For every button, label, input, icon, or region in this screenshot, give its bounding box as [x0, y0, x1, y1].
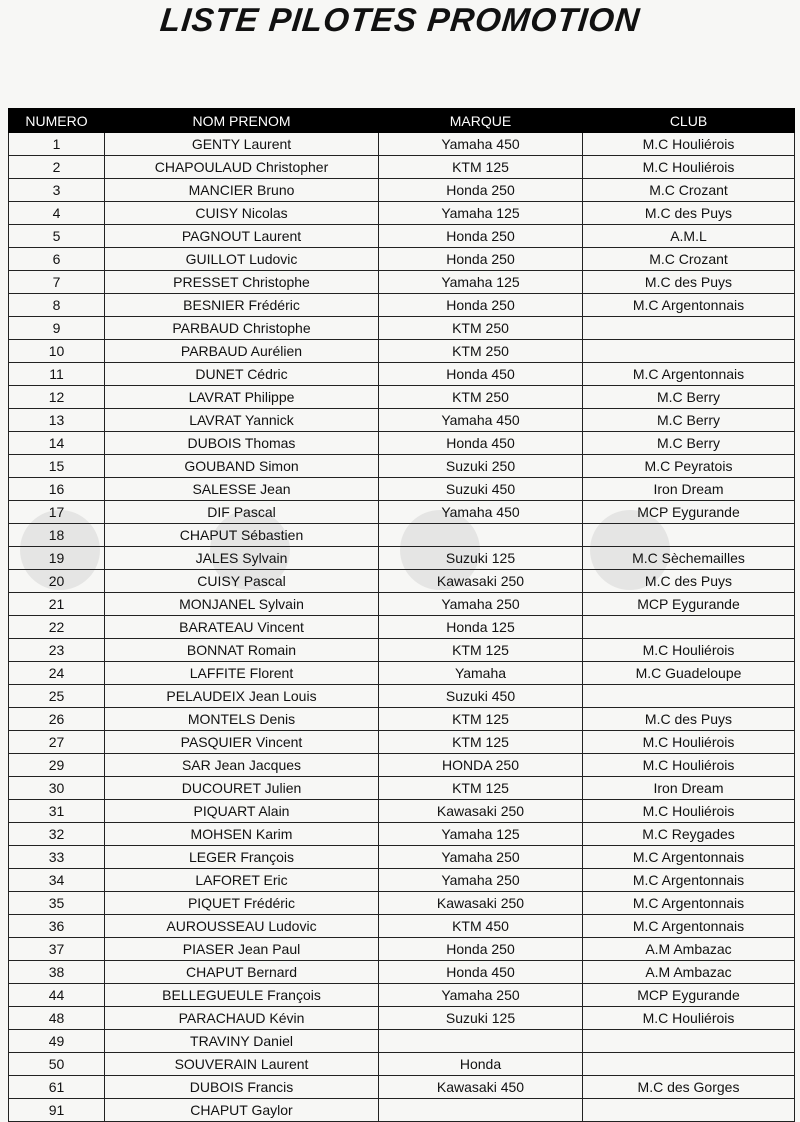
table-row [9, 616, 795, 639]
club-cell: M.C Houliérois [583, 133, 795, 156]
name-cell: MOHSEN Karim [105, 823, 379, 846]
brand-cell: Honda 125 [379, 616, 583, 639]
club-cell: MCP Eygurande [583, 984, 795, 1007]
name-cell: CHAPUT Gaylor [105, 1099, 379, 1122]
numero-cell: 2 [9, 156, 105, 179]
name-cell: BESNIER Frédéric [105, 294, 379, 317]
brand-cell: Yamaha 250 [379, 984, 583, 1007]
name-cell: PARBAUD Christophe [105, 317, 379, 340]
brand-cell: Yamaha 125 [379, 202, 583, 225]
name-cell: GUILLOT Ludovic [105, 248, 379, 271]
table-row [9, 1099, 795, 1122]
club-cell [583, 317, 795, 340]
name-cell: DIF Pascal [105, 501, 379, 524]
numero-cell: 7 [9, 271, 105, 294]
name-cell: PARACHAUD Kévin [105, 1007, 379, 1030]
table-row [9, 455, 795, 478]
brand-cell: Yamaha 250 [379, 869, 583, 892]
brand-cell: KTM 125 [379, 731, 583, 754]
table-row [9, 1076, 795, 1099]
name-cell: PASQUIER Vincent [105, 731, 379, 754]
club-cell: A.M Ambazac [583, 938, 795, 961]
club-cell: Iron Dream [583, 777, 795, 800]
numero-cell: 23 [9, 639, 105, 662]
club-cell: M.C des Gorges [583, 1076, 795, 1099]
club-cell: M.C Crozant [583, 248, 795, 271]
brand-cell: Yamaha 450 [379, 133, 583, 156]
brand-cell: KTM 125 [379, 777, 583, 800]
club-cell [583, 685, 795, 708]
table-row [9, 639, 795, 662]
table-row [9, 501, 795, 524]
club-cell: M.C Argentonnais [583, 869, 795, 892]
table-row [9, 202, 795, 225]
club-cell: M.C des Puys [583, 708, 795, 731]
brand-cell: KTM 250 [379, 317, 583, 340]
club-cell: M.C des Puys [583, 570, 795, 593]
table-row [9, 938, 795, 961]
numero-cell: 35 [9, 892, 105, 915]
club-cell: M.C Berry [583, 432, 795, 455]
numero-cell: 16 [9, 478, 105, 501]
brand-cell: Kawasaki 250 [379, 892, 583, 915]
name-cell: LEGER François [105, 846, 379, 869]
table-row [9, 915, 795, 938]
numero-cell: 37 [9, 938, 105, 961]
header-numero: NUMERO [9, 109, 105, 133]
brand-cell: Yamaha 450 [379, 409, 583, 432]
name-cell: CHAPUT Bernard [105, 961, 379, 984]
table-row [9, 386, 795, 409]
club-cell: M.C Argentonnais [583, 363, 795, 386]
numero-cell: 34 [9, 869, 105, 892]
club-cell: M.C Argentonnais [583, 915, 795, 938]
name-cell: PAGNOUT Laurent [105, 225, 379, 248]
brand-cell: KTM 125 [379, 708, 583, 731]
table-header-row [9, 109, 795, 133]
numero-cell: 38 [9, 961, 105, 984]
table-row [9, 800, 795, 823]
table-row [9, 570, 795, 593]
name-cell: DUBOIS Thomas [105, 432, 379, 455]
table-row [9, 294, 795, 317]
brand-cell: Yamaha 450 [379, 501, 583, 524]
name-cell: DUBOIS Francis [105, 1076, 379, 1099]
table-row [9, 225, 795, 248]
brand-cell: Suzuki 125 [379, 547, 583, 570]
club-cell: M.C Berry [583, 409, 795, 432]
table-row [9, 317, 795, 340]
club-cell [583, 524, 795, 547]
name-cell: JALES Sylvain [105, 547, 379, 570]
numero-cell: 30 [9, 777, 105, 800]
table-row [9, 133, 795, 156]
name-cell: TRAVINY Daniel [105, 1030, 379, 1053]
name-cell: MONTELS Denis [105, 708, 379, 731]
club-cell: MCP Eygurande [583, 501, 795, 524]
brand-cell: KTM 250 [379, 386, 583, 409]
club-cell: A.M.L [583, 225, 795, 248]
name-cell: SALESSE Jean [105, 478, 379, 501]
brand-cell: Suzuki 250 [379, 455, 583, 478]
name-cell: DUCOURET Julien [105, 777, 379, 800]
club-cell: M.C Houliérois [583, 639, 795, 662]
numero-cell: 27 [9, 731, 105, 754]
name-cell: CHAPOULAUD Christopher [105, 156, 379, 179]
club-cell: A.M Ambazac [583, 961, 795, 984]
table-row [9, 340, 795, 363]
brand-cell: Honda 450 [379, 961, 583, 984]
header-marque: MARQUE [379, 109, 583, 133]
club-cell: M.C Crozant [583, 179, 795, 202]
club-cell: M.C Reygades [583, 823, 795, 846]
numero-cell: 3 [9, 179, 105, 202]
brand-cell: Yamaha 250 [379, 593, 583, 616]
club-cell: M.C Argentonnais [583, 892, 795, 915]
brand-cell: KTM 450 [379, 915, 583, 938]
brand-cell: Yamaha 125 [379, 271, 583, 294]
brand-cell: Honda [379, 1053, 583, 1076]
table-row [9, 179, 795, 202]
table-row [9, 478, 795, 501]
numero-cell: 50 [9, 1053, 105, 1076]
club-cell [583, 1099, 795, 1122]
brand-cell: HONDA 250 [379, 754, 583, 777]
header-nom-prenom: NOM PRENOM [105, 109, 379, 133]
table-row [9, 685, 795, 708]
club-cell [583, 616, 795, 639]
club-cell: M.C Houliérois [583, 1007, 795, 1030]
table-row [9, 731, 795, 754]
numero-cell: 4 [9, 202, 105, 225]
brand-cell: Kawasaki 250 [379, 570, 583, 593]
numero-cell: 15 [9, 455, 105, 478]
club-cell: MCP Eygurande [583, 593, 795, 616]
brand-cell: Honda 250 [379, 938, 583, 961]
numero-cell: 17 [9, 501, 105, 524]
club-cell: M.C Houliérois [583, 754, 795, 777]
name-cell: BONNAT Romain [105, 639, 379, 662]
brand-cell: Honda 450 [379, 363, 583, 386]
brand-cell: Kawasaki 250 [379, 800, 583, 823]
name-cell: BARATEAU Vincent [105, 616, 379, 639]
numero-cell: 11 [9, 363, 105, 386]
table-row [9, 593, 795, 616]
name-cell: LAVRAT Philippe [105, 386, 379, 409]
table-row [9, 823, 795, 846]
table-row [9, 1030, 795, 1053]
numero-cell: 36 [9, 915, 105, 938]
club-cell [583, 340, 795, 363]
club-cell [583, 1030, 795, 1053]
numero-cell: 5 [9, 225, 105, 248]
name-cell: PIQUART Alain [105, 800, 379, 823]
club-cell [583, 1053, 795, 1076]
brand-cell: Suzuki 125 [379, 1007, 583, 1030]
brand-cell: Honda 250 [379, 225, 583, 248]
numero-cell: 9 [9, 317, 105, 340]
club-cell: M.C des Puys [583, 202, 795, 225]
numero-cell: 22 [9, 616, 105, 639]
name-cell: PIASER Jean Paul [105, 938, 379, 961]
numero-cell: 18 [9, 524, 105, 547]
pilot-table [8, 108, 795, 1122]
club-cell: M.C Argentonnais [583, 294, 795, 317]
numero-cell: 31 [9, 800, 105, 823]
brand-cell: Yamaha 125 [379, 823, 583, 846]
table-row [9, 961, 795, 984]
club-cell: M.C Houliérois [583, 800, 795, 823]
brand-cell: Suzuki 450 [379, 478, 583, 501]
brand-cell: Suzuki 450 [379, 685, 583, 708]
numero-cell: 26 [9, 708, 105, 731]
numero-cell: 19 [9, 547, 105, 570]
numero-cell: 33 [9, 846, 105, 869]
brand-cell [379, 1030, 583, 1053]
numero-cell: 44 [9, 984, 105, 1007]
numero-cell: 61 [9, 1076, 105, 1099]
numero-cell: 6 [9, 248, 105, 271]
numero-cell: 8 [9, 294, 105, 317]
name-cell: PIQUET Frédéric [105, 892, 379, 915]
table-row [9, 156, 795, 179]
brand-cell [379, 1099, 583, 1122]
table-row [9, 432, 795, 455]
brand-cell: Yamaha [379, 662, 583, 685]
numero-cell: 29 [9, 754, 105, 777]
brand-cell: KTM 250 [379, 340, 583, 363]
numero-cell: 13 [9, 409, 105, 432]
numero-cell: 25 [9, 685, 105, 708]
brand-cell: Honda 250 [379, 248, 583, 271]
brand-cell: Yamaha 250 [379, 846, 583, 869]
numero-cell: 91 [9, 1099, 105, 1122]
table-row [9, 984, 795, 1007]
name-cell: MANCIER Bruno [105, 179, 379, 202]
brand-cell: Honda 450 [379, 432, 583, 455]
name-cell: GOUBAND Simon [105, 455, 379, 478]
table-row [9, 846, 795, 869]
name-cell: AUROUSSEAU Ludovic [105, 915, 379, 938]
name-cell: LAVRAT Yannick [105, 409, 379, 432]
name-cell: PARBAUD Aurélien [105, 340, 379, 363]
table-row [9, 248, 795, 271]
header-club: CLUB [583, 109, 795, 133]
numero-cell: 1 [9, 133, 105, 156]
brand-cell: Kawasaki 450 [379, 1076, 583, 1099]
club-cell: M.C Berry [583, 386, 795, 409]
name-cell: PRESSET Christophe [105, 271, 379, 294]
club-cell: M.C Houliérois [583, 156, 795, 179]
name-cell: MONJANEL Sylvain [105, 593, 379, 616]
name-cell: SAR Jean Jacques [105, 754, 379, 777]
brand-cell: Honda 250 [379, 294, 583, 317]
club-cell: M.C Peyratois [583, 455, 795, 478]
club-cell: Iron Dream [583, 478, 795, 501]
club-cell: M.C Argentonnais [583, 846, 795, 869]
name-cell: LAFFITE Florent [105, 662, 379, 685]
numero-cell: 12 [9, 386, 105, 409]
numero-cell: 48 [9, 1007, 105, 1030]
page-title: LISTE PILOTES PROMOTION [158, 1, 642, 38]
numero-cell: 24 [9, 662, 105, 685]
brand-cell [379, 524, 583, 547]
table-row [9, 708, 795, 731]
numero-cell: 14 [9, 432, 105, 455]
brand-cell: KTM 125 [379, 639, 583, 662]
name-cell: CHAPUT Sébastien [105, 524, 379, 547]
club-cell: M.C Guadeloupe [583, 662, 795, 685]
table-row [9, 662, 795, 685]
name-cell: GENTY Laurent [105, 133, 379, 156]
name-cell: CUISY Nicolas [105, 202, 379, 225]
table-row [9, 409, 795, 432]
club-cell: M.C des Puys [583, 271, 795, 294]
numero-cell: 21 [9, 593, 105, 616]
table-row [9, 777, 795, 800]
table-row [9, 754, 795, 777]
table-row [9, 271, 795, 294]
numero-cell: 20 [9, 570, 105, 593]
name-cell: DUNET Cédric [105, 363, 379, 386]
name-cell: SOUVERAIN Laurent [105, 1053, 379, 1076]
table-row [9, 869, 795, 892]
table-row [9, 1053, 795, 1076]
name-cell: LAFORET Eric [105, 869, 379, 892]
table-row [9, 892, 795, 915]
table-row [9, 363, 795, 386]
brand-cell: KTM 125 [379, 156, 583, 179]
name-cell: CUISY Pascal [105, 570, 379, 593]
numero-cell: 32 [9, 823, 105, 846]
name-cell: BELLEGUEULE François [105, 984, 379, 1007]
name-cell: PELAUDEIX Jean Louis [105, 685, 379, 708]
table-row [9, 547, 795, 570]
table-row [9, 1007, 795, 1030]
numero-cell: 49 [9, 1030, 105, 1053]
brand-cell: Honda 250 [379, 179, 583, 202]
numero-cell: 10 [9, 340, 105, 363]
club-cell: M.C Sèchemailles [583, 547, 795, 570]
table-row [9, 524, 795, 547]
club-cell: M.C Houliérois [583, 731, 795, 754]
